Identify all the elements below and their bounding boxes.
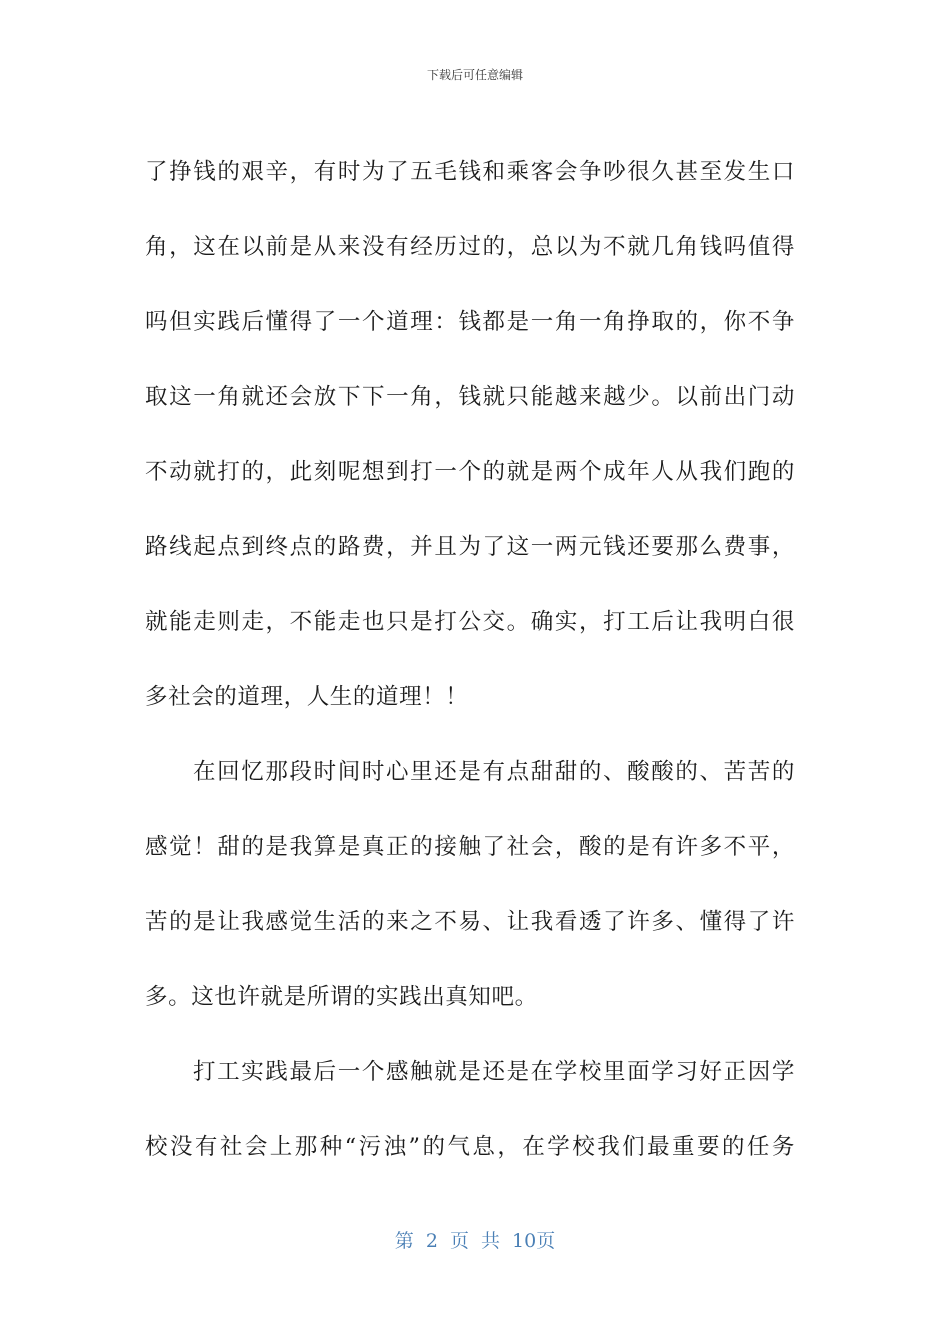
page-header: 下载后可任意编辑 <box>426 68 523 82</box>
text-line: 取这一角就还会放下下一角，钱就只能越来越少。以前出门动 <box>145 384 795 410</box>
text-line: 了挣钱的艰辛，有时为了五毛钱和乘客会争吵很久甚至发生口 <box>145 159 795 185</box>
text-line: 路线起点到终点的路费，并且为了这一两元钱还要那么费事， <box>145 534 795 560</box>
page-number-footer: 第 2 页 共 10页 <box>394 1230 556 1252</box>
text-line: 校没有社会上那种“污浊”的气息，在学校我们最重要的任务 <box>145 1134 795 1160</box>
text-line: 多社会的道理，人生的道理！！ <box>145 684 469 710</box>
text-line: 吗但实践后懂得了一个道理：钱都是一角一角挣取的，你不争 <box>145 309 795 335</box>
text-line: 角，这在以前是从来没有经历过的，总以为不就几角钱吗值得 <box>145 234 795 260</box>
text-line: 苦的是让我感觉生活的来之不易、让我看透了许多、懂得了许 <box>145 909 795 935</box>
text-line: 多。这也许就是所谓的实践出真知吧。 <box>145 984 538 1010</box>
paragraph-2 <box>145 735 795 1035</box>
text-line: 感觉！甜的是我算是真正的接触了社会，酸的是有许多不平， <box>145 834 795 860</box>
text-line: 在回忆那段时间时心里还是有点甜甜的、酸酸的、苦苦的 <box>193 759 795 785</box>
text-line: 就能走则走，不能走也只是打公交。确实，打工后让我明白很 <box>145 609 795 635</box>
text-line: 不动就打的，此刻呢想到打一个的就是两个成年人从我们跑的 <box>145 459 795 485</box>
document-body <box>145 135 795 1185</box>
paragraph-1 <box>145 135 795 735</box>
paragraph-3 <box>145 1035 795 1185</box>
text-line: 打工实践最后一个感触就是还是在学校里面学习好正因学 <box>193 1059 795 1085</box>
